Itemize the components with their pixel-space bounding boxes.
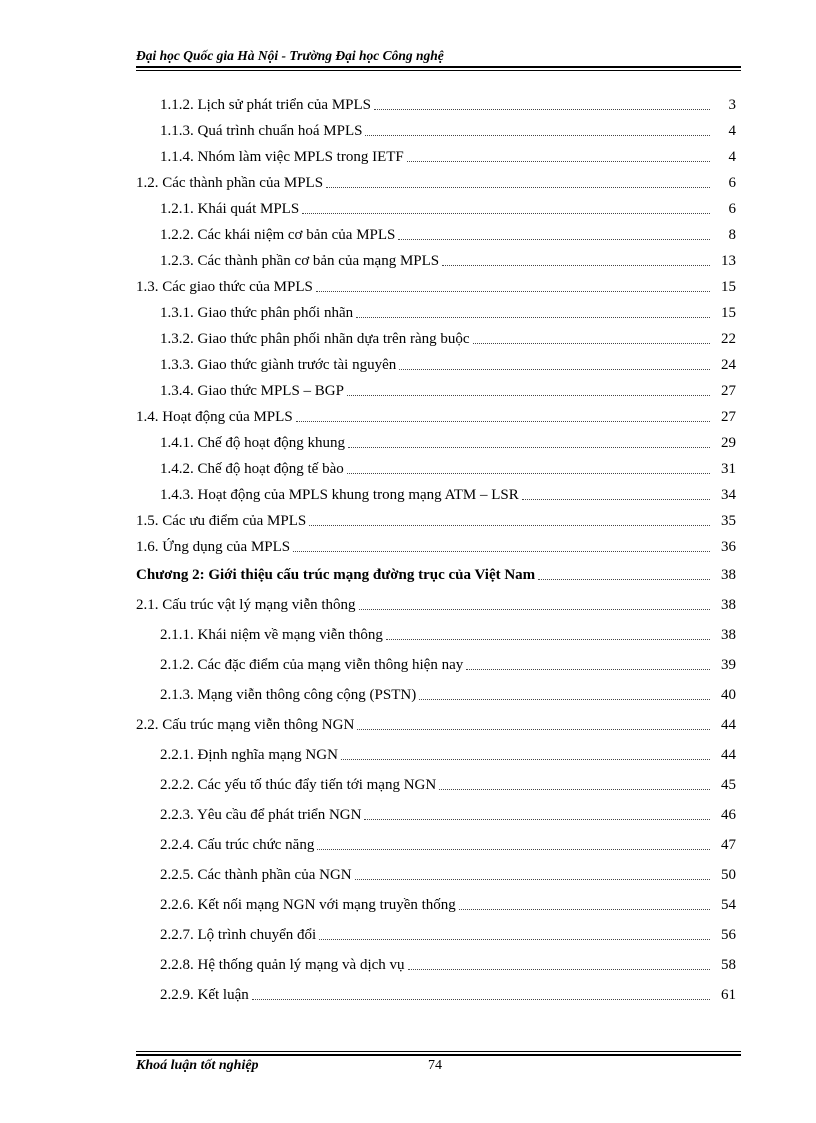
toc-entry-page: 27 — [721, 383, 736, 399]
toc-entry-label: 2.1. Cấu trúc vật lý mạng viễn thông — [136, 597, 356, 613]
toc-leader-dots — [319, 935, 710, 940]
toc-leader-dots — [296, 417, 710, 422]
toc-entry — [136, 952, 736, 974]
toc-entry-page: 24 — [721, 357, 736, 373]
toc-leader-dots — [356, 313, 710, 318]
toc-entry — [136, 892, 736, 914]
toc-entry-page: 56 — [721, 927, 736, 943]
toc-leader-dots — [317, 845, 710, 850]
toc-entry-label: Chương 2: Giới thiệu cấu trúc mạng đường trục của Việt Nam — [136, 567, 536, 583]
toc-entry-label: 1.6. Ứng dụng của MPLS — [136, 539, 291, 555]
toc-entry-page: 31 — [721, 461, 736, 477]
toc-leader-dots — [309, 521, 710, 526]
header-rule-thick — [136, 66, 741, 68]
toc-entry-label: 1.4. Hoạt động của MPLS — [136, 409, 293, 425]
toc-entry-page: 34 — [721, 487, 736, 503]
toc-leader-dots — [399, 365, 710, 370]
toc-entry-label: 1.1.3. Quá trình chuẩn hoá MPLS — [160, 123, 363, 139]
toc-leader-dots — [357, 725, 710, 730]
toc-entry-page: 6 — [728, 175, 736, 191]
toc-entry — [136, 430, 736, 452]
toc-leader-dots — [538, 575, 710, 580]
toc-entry — [136, 118, 736, 140]
toc-entry-page: 4 — [728, 123, 736, 139]
toc-leader-dots — [522, 495, 710, 500]
toc-entry — [136, 982, 736, 1004]
toc-leader-dots — [293, 547, 710, 552]
toc-entry-label: 2.2.8. Hệ thống quản lý mạng và dịch vụ — [160, 957, 405, 973]
toc-entry — [136, 742, 736, 764]
toc-entry-label: 2.2.6. Kết nối mạng NGN với mạng truyền thống — [160, 897, 456, 913]
toc-entry — [136, 300, 736, 322]
toc-entry-page: 39 — [721, 657, 736, 673]
toc-entry-label: 1.1.4. Nhóm làm việc MPLS trong IETF — [160, 149, 404, 165]
toc-entry-label: 1.2. Các thành phần của MPLS — [136, 175, 324, 191]
toc-entry-page: 40 — [721, 687, 736, 703]
toc-entry-page: 15 — [721, 305, 736, 321]
toc-entry-page: 8 — [728, 227, 736, 243]
toc-entry-label: 2.2.2. Các yếu tố thúc đẩy tiến tới mạng NGN — [160, 777, 437, 793]
toc-entry — [136, 378, 736, 400]
toc-entry-page: 46 — [721, 807, 736, 823]
toc-leader-dots — [364, 815, 710, 820]
toc-leader-dots — [386, 635, 710, 640]
toc-leader-dots — [374, 105, 710, 110]
footer-rule-thick — [136, 1054, 741, 1056]
toc-entry-label: 1.2.2. Các khái niệm cơ bản của MPLS — [160, 227, 396, 243]
toc-leader-dots — [439, 785, 710, 790]
toc-entry-page: 44 — [721, 717, 736, 733]
toc-leader-dots — [398, 235, 710, 240]
toc-entry-label: 1.2.3. Các thành phần cơ bản của mạng MPLS — [160, 253, 440, 269]
toc-entry-page: 13 — [721, 253, 736, 269]
toc-entry-page: 6 — [728, 201, 736, 217]
toc-entry-label: 2.1.1. Khái niệm về mạng viễn thông — [160, 627, 383, 643]
toc-entry-page: 29 — [721, 435, 736, 451]
toc-entry — [136, 482, 736, 504]
toc-entry — [136, 92, 736, 114]
toc-leader-dots — [347, 391, 710, 396]
footer-rule-thin — [136, 1051, 741, 1052]
toc-entry — [136, 170, 736, 192]
toc-entry-page: 47 — [721, 837, 736, 853]
toc-entry-page: 50 — [721, 867, 736, 883]
toc-entry — [136, 352, 736, 374]
footer-title: Khoá luận tốt nghiệp — [136, 1058, 259, 1073]
toc-entry — [136, 802, 736, 824]
toc-leader-dots — [316, 287, 710, 292]
toc-entry — [136, 862, 736, 884]
toc-leader-dots — [442, 261, 710, 266]
toc-entry-label: 2.2.1. Định nghĩa mạng NGN — [160, 747, 338, 763]
toc-leader-dots — [252, 995, 710, 1000]
toc-entry-page: 38 — [721, 597, 736, 613]
toc-entry-page: 3 — [728, 97, 736, 113]
toc-entry-label: 2.2.9. Kết luận — [160, 987, 249, 1003]
toc-entry — [136, 712, 736, 734]
toc-leader-dots — [459, 905, 710, 910]
toc-leader-dots — [365, 131, 710, 136]
toc-leader-dots — [419, 695, 710, 700]
toc-entry — [136, 274, 736, 296]
toc-leader-dots — [473, 339, 710, 344]
toc-entry — [136, 534, 736, 556]
toc-entry-page: 36 — [721, 539, 736, 555]
toc-entry-page: 4 — [728, 149, 736, 165]
toc-entry — [136, 832, 736, 854]
toc-entry — [136, 622, 736, 644]
toc-entry-page: 35 — [721, 513, 736, 529]
footer-page-number: 74 — [428, 1058, 442, 1073]
toc-entry — [136, 326, 736, 348]
toc-entry — [136, 562, 736, 584]
toc-entry — [136, 922, 736, 944]
header-title: Đại học Quốc gia Hà Nội - Trường Đại học Công nghệ — [136, 48, 444, 63]
toc-entry-label: 1.3.2. Giao thức phân phối nhãn dựa trên ràng buộc — [160, 331, 470, 347]
toc-entry-page: 58 — [721, 957, 736, 973]
toc-entry-label: 1.3.4. Giao thức MPLS – BGP — [160, 383, 344, 399]
toc-entry-label: 2.1.3. Mạng viễn thông công cộng (PSTN) — [160, 687, 417, 703]
toc-leader-dots — [347, 469, 710, 474]
toc-entry-page: 44 — [721, 747, 736, 763]
toc-leader-dots — [355, 875, 710, 880]
toc-entry-page: 38 — [721, 567, 736, 583]
toc-entry-label: 2.2. Cấu trúc mạng viễn thông NGN — [136, 717, 355, 733]
toc-leader-dots — [359, 605, 710, 610]
toc-entry — [136, 248, 736, 270]
toc-entry — [136, 456, 736, 478]
toc-entry-label: 1.4.1. Chế độ hoạt động khung — [160, 435, 345, 451]
toc-entry-label: 1.4.3. Hoạt động của MPLS khung trong mạng ATM – LSR — [160, 487, 519, 503]
toc-entry-label: 1.3. Các giao thức của MPLS — [136, 279, 313, 295]
toc-entry-page: 22 — [721, 331, 736, 347]
toc-entry-page: 15 — [721, 279, 736, 295]
toc-leader-dots — [326, 183, 710, 188]
toc-entry-label: 1.3.1. Giao thức phân phối nhãn — [160, 305, 354, 321]
toc-entry-label: 2.2.7. Lộ trình chuyển đổi — [160, 927, 317, 943]
toc-entry — [136, 144, 736, 166]
toc-entry — [136, 682, 736, 704]
toc-entry-label: 1.2.1. Khái quát MPLS — [160, 201, 300, 217]
toc-entry-label: 2.1.2. Các đặc điểm của mạng viễn thông hiện nay — [160, 657, 464, 673]
toc-entry — [136, 772, 736, 794]
toc-leader-dots — [466, 665, 710, 670]
toc-entry — [136, 196, 736, 218]
toc-entry-label: 1.4.2. Chế độ hoạt động tế bào — [160, 461, 344, 477]
toc-entry-page: 27 — [721, 409, 736, 425]
toc-entry — [136, 222, 736, 244]
toc-entry-label: 2.2.5. Các thành phần của NGN — [160, 867, 352, 883]
toc-entry-page: 45 — [721, 777, 736, 793]
toc-entry — [136, 508, 736, 530]
toc-entry-label: 1.1.2. Lịch sử phát triển của MPLS — [160, 97, 372, 113]
toc-leader-dots — [341, 755, 710, 760]
toc-entry — [136, 592, 736, 614]
toc-leader-dots — [407, 157, 710, 162]
toc-entry-label: 2.2.3. Yêu cầu để phát triển NGN — [160, 807, 362, 823]
toc-entry-page: 61 — [721, 987, 736, 1003]
toc-entry-page: 38 — [721, 627, 736, 643]
toc-leader-dots — [348, 443, 710, 448]
toc-leader-dots — [408, 965, 710, 970]
toc-entry-label: 1.5. Các ưu điểm của MPLS — [136, 513, 307, 529]
toc-leader-dots — [302, 209, 710, 214]
toc-entry-page: 54 — [721, 897, 736, 913]
toc-entry — [136, 404, 736, 426]
toc-entry-label: 2.2.4. Cấu trúc chức năng — [160, 837, 315, 853]
toc-entry-label: 1.3.3. Giao thức giành trước tài nguyên — [160, 357, 397, 373]
header-rule-thin — [136, 70, 741, 71]
toc-entry — [136, 652, 736, 674]
